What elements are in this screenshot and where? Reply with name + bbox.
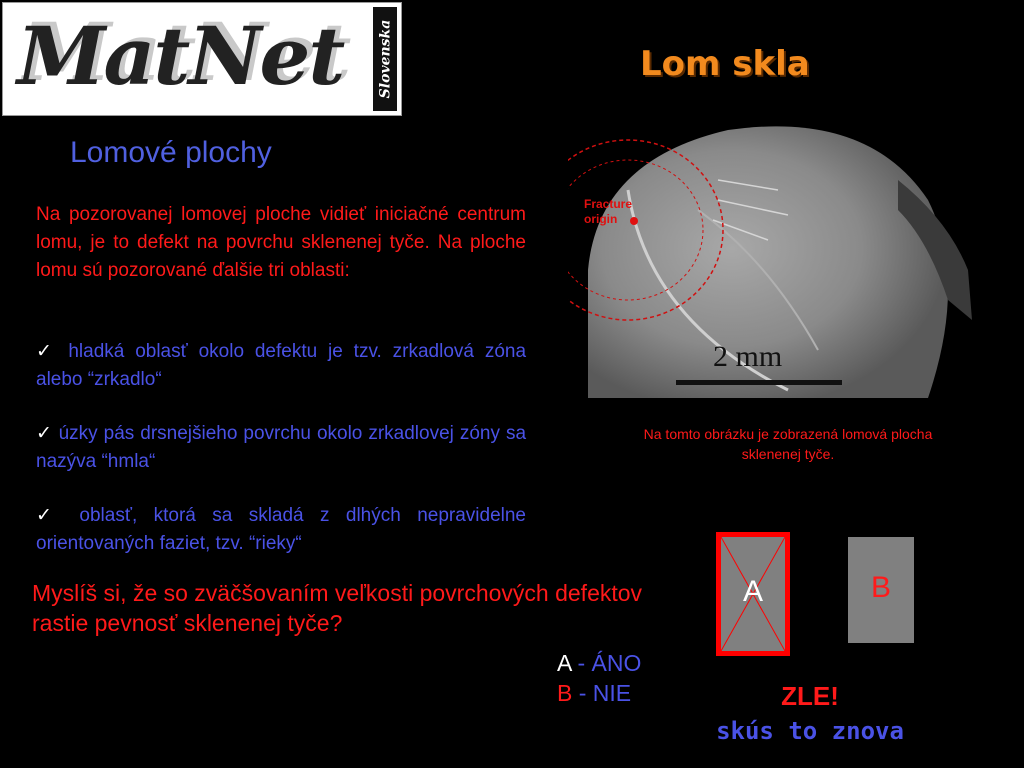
answer-option-b [557, 678, 641, 708]
button-a-label: A [742, 575, 763, 608]
checkmark-icon: ✓ [36, 505, 64, 526]
result-wrong-text: ZLE! [781, 681, 839, 711]
photo-label-line1: Fracture [584, 197, 633, 211]
answer-options [557, 648, 641, 708]
bullet-item [36, 502, 526, 558]
bullet-item [36, 338, 526, 394]
photo-caption: Na tomto obrázku je zobrazená lomová plocha sklenenej tyče. [643, 426, 933, 462]
answer-text: - NIE [572, 680, 632, 706]
answer-button-b[interactable] [848, 537, 914, 643]
result-retry-text: skús to znova [716, 717, 904, 745]
bullet-text: úzky pás drsnejšieho povrchu okolo zrkadlovej zóny sa nazýva “hmla“ [36, 423, 527, 472]
section-subtitle: Lomové plochy [70, 136, 272, 169]
answer-option-a [557, 648, 641, 678]
matnet-logo [2, 2, 402, 116]
button-b-label: B [870, 571, 891, 604]
answer-letter: B [557, 680, 573, 706]
fracture-surface-image [568, 120, 972, 398]
scale-bar-label: 2 mm [713, 340, 783, 373]
scale-bar [676, 380, 842, 385]
checkmark-icon: ✓ [36, 341, 58, 362]
bullet-text: hladká oblasť okolo defektu je tzv. zrkadlová zóna alebo “zrkadlo“ [36, 341, 527, 390]
quiz-question: Myslíš si, že so zväčšovaním veľkosti povrchových defektov rastie pevnosť sklenenej tyče? [32, 580, 643, 636]
bullet-item [36, 420, 526, 476]
answer-text: - ÁNO [571, 650, 642, 676]
logo-main-text: MatNet [17, 9, 344, 103]
checkmark-icon: ✓ [36, 423, 53, 444]
fracture-surface-photo [568, 120, 972, 398]
answer-button-a[interactable] [716, 532, 790, 656]
logo-side-text: Slovenska [377, 19, 394, 99]
page-title: Lom skla [640, 44, 810, 84]
answer-letter: A [557, 650, 572, 676]
bullet-text: oblasť, ktorá sa skladá z dlhých nepravidelne orientovaných faziet, tzv. “rieky“ [36, 505, 526, 554]
result-feedback [700, 678, 920, 748]
intro-paragraph: Na pozorovanej lomovej ploche vidieť iniciačné centrum lomu, je to defekt na povrchu sklenenej tyče. Na ploche lomu sú pozorované ďalšie tri oblasti: [36, 204, 526, 281]
photo-label-line2: origin [584, 212, 618, 226]
logo-side-banner [373, 7, 397, 111]
